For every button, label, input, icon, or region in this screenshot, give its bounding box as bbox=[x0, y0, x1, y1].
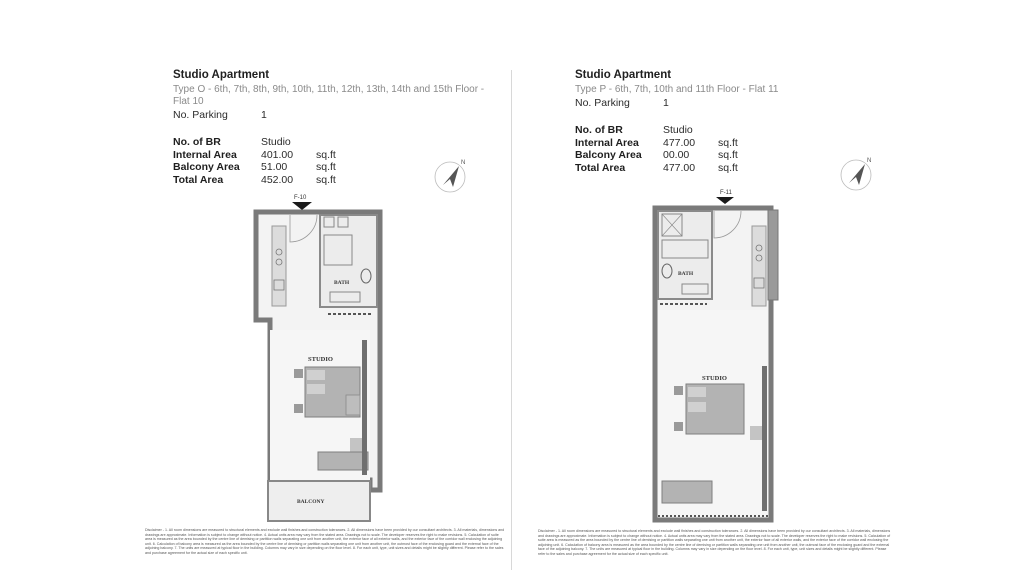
internal-area-label: Internal Area bbox=[173, 148, 237, 161]
room-label-bath: BATH bbox=[678, 271, 694, 277]
sofa-icon bbox=[318, 452, 368, 470]
parking-row bbox=[575, 97, 905, 110]
nightstand-icon bbox=[294, 369, 303, 378]
side-table-icon bbox=[750, 426, 762, 440]
internal-area-unit: sq.ft bbox=[316, 148, 336, 161]
north-compass-icon bbox=[432, 157, 468, 193]
compass-letter: N bbox=[867, 158, 872, 164]
unit-type-line: Type O - 6th, 7th, 8th, 9th, 10th, 11th, 12th, 13th, 14th and 15th Floor - Flat 10 bbox=[173, 84, 485, 107]
pillow-icon bbox=[688, 402, 706, 412]
br-row bbox=[173, 136, 503, 149]
north-compass-icon bbox=[838, 155, 874, 191]
side-table-icon bbox=[350, 438, 362, 452]
total-area-value: 452.00 bbox=[261, 173, 294, 186]
kitchen-counter bbox=[752, 226, 766, 306]
window-wall bbox=[762, 366, 767, 511]
parking-row bbox=[173, 109, 503, 122]
room-label-bath: BATH bbox=[334, 280, 350, 286]
disclaimer-text: Disclaimer - 1. All room dimensions are measured to structural elements and exclude wall finishes and construction tolerances. 2. All dimensions have been provided by our consultant architects. 3. All materials, dimensions and drawings are approximate. Information is subject to change without notice. 4. Actual units area may vary from the stated area. Drawings not to scale. The developer reserves the right to make revisions. 5. Calculation of suite area is measured as the area bounded by the centre line of demising or partition walls separating one unit from another unit, the exterior face of all exterior walls, and the exterior face of the corridor wall enclosing the adjoining unit. 6. Calculation of balcony area is measured as the area bounded by the centre line of demising or partition walls separating one unit from another unit, the outmost face of the enclosing guard and the external face of the adjoining balcony. 7. The units are measured at typical floor in the building. Columns may vary in size depending on the floor level. 8. For each unit, type, unit sizes and details might be slightly different. Please refer to the sales and purchase agreement for the actual size of each specific unit. bbox=[538, 529, 891, 556]
parking-label: No. Parking bbox=[575, 97, 630, 109]
bath-room bbox=[320, 215, 377, 307]
total-area-label: Total Area bbox=[173, 173, 224, 186]
balcony-area-value: 51.00 bbox=[261, 161, 288, 173]
total-area-label: Total Area bbox=[575, 161, 626, 174]
parking-label: No. Parking bbox=[173, 109, 228, 121]
br-value: Studio bbox=[663, 124, 693, 136]
internal-area-row bbox=[575, 137, 905, 150]
nightstand-icon bbox=[674, 386, 683, 395]
br-label: No. of BR bbox=[173, 136, 221, 148]
internal-area-label: Internal Area bbox=[575, 136, 639, 149]
entry-arrow-icon bbox=[716, 197, 734, 204]
balcony-area-value: 00.00 bbox=[663, 149, 690, 161]
internal-area-value: 401.00 bbox=[261, 148, 294, 161]
parking-value: 1 bbox=[663, 97, 669, 109]
balcony-area-unit: sq.ft bbox=[718, 149, 738, 161]
unit-title: Studio Apartment bbox=[173, 69, 270, 81]
total-area-value: 477.00 bbox=[663, 161, 696, 174]
balcony-area-label: Balcony Area bbox=[575, 149, 642, 161]
compass-letter: N bbox=[461, 160, 466, 166]
internal-area-value: 477.00 bbox=[663, 136, 696, 149]
unit-title: Studio Apartment bbox=[575, 69, 672, 81]
br-row bbox=[575, 124, 905, 137]
window-wall bbox=[362, 340, 367, 475]
kitchen-counter bbox=[272, 226, 286, 306]
balcony-area-unit: sq.ft bbox=[316, 161, 336, 173]
floorplan-flat-10 bbox=[250, 190, 390, 525]
armchair-icon bbox=[346, 395, 360, 415]
pillow-icon bbox=[307, 370, 325, 380]
parking-value: 1 bbox=[261, 109, 267, 121]
bath-room bbox=[658, 211, 712, 299]
flat-tag: F-11 bbox=[720, 190, 732, 196]
total-area-unit: sq.ft bbox=[718, 161, 738, 174]
entry-arrow-icon bbox=[292, 202, 312, 210]
pillow-icon bbox=[307, 384, 325, 394]
floorplan-flat-11 bbox=[652, 186, 784, 526]
br-value: Studio bbox=[261, 136, 291, 148]
unit-type-line: Type P - 6th, 7th, 10th and 11th Floor - Flat 11 bbox=[575, 84, 779, 95]
br-label: No. of BR bbox=[575, 124, 623, 136]
room-label-balcony: BALCONY bbox=[297, 499, 325, 505]
floorplan-panel-flat-11 bbox=[512, 0, 1024, 576]
pillow-icon bbox=[688, 387, 706, 397]
room-label-studio: STUDIO bbox=[702, 375, 727, 382]
nightstand-icon bbox=[294, 404, 303, 413]
flat-tag: F-10 bbox=[294, 195, 307, 201]
nightstand-icon bbox=[674, 422, 683, 431]
disclaimer-text: Disclaimer - 1. All room dimensions are measured to structural elements and exclude wall finishes and construction tolerances. 2. All dimensions have been provided by our consultant architects. 3. All materials, dimensions and drawings are approximate. Information is subject to change without notice. 4. Actual units area may vary from the stated area. Drawings not to scale. The developer reserves the right to make revisions. 5. Calculation of suite area is measured as the area bounded by the centre line of demising or partition walls separating one unit from another unit, the exterior face of all exterior walls, and the exterior face of the corridor wall enclosing the adjoining unit. 6. Calculation of balcony area is measured as the area bounded by the centre line of demising or partition walls separating one unit from another unit, the outmost face of the enclosing guard and the external face of the adjoining balcony. 7. The units are measured at typical floor in the building. Columns may vary in size depending on the floor level. 8. For each unit, type, unit sizes and details might be slightly different. Please refer to the sales and purchase agreement for the actual size of each specific unit. bbox=[145, 528, 505, 555]
total-area-unit: sq.ft bbox=[316, 173, 336, 186]
sofa-icon bbox=[662, 481, 712, 503]
room-label-studio: STUDIO bbox=[308, 356, 333, 363]
internal-area-unit: sq.ft bbox=[718, 136, 738, 149]
balcony-area-label: Balcony Area bbox=[173, 161, 240, 173]
column bbox=[768, 210, 778, 300]
